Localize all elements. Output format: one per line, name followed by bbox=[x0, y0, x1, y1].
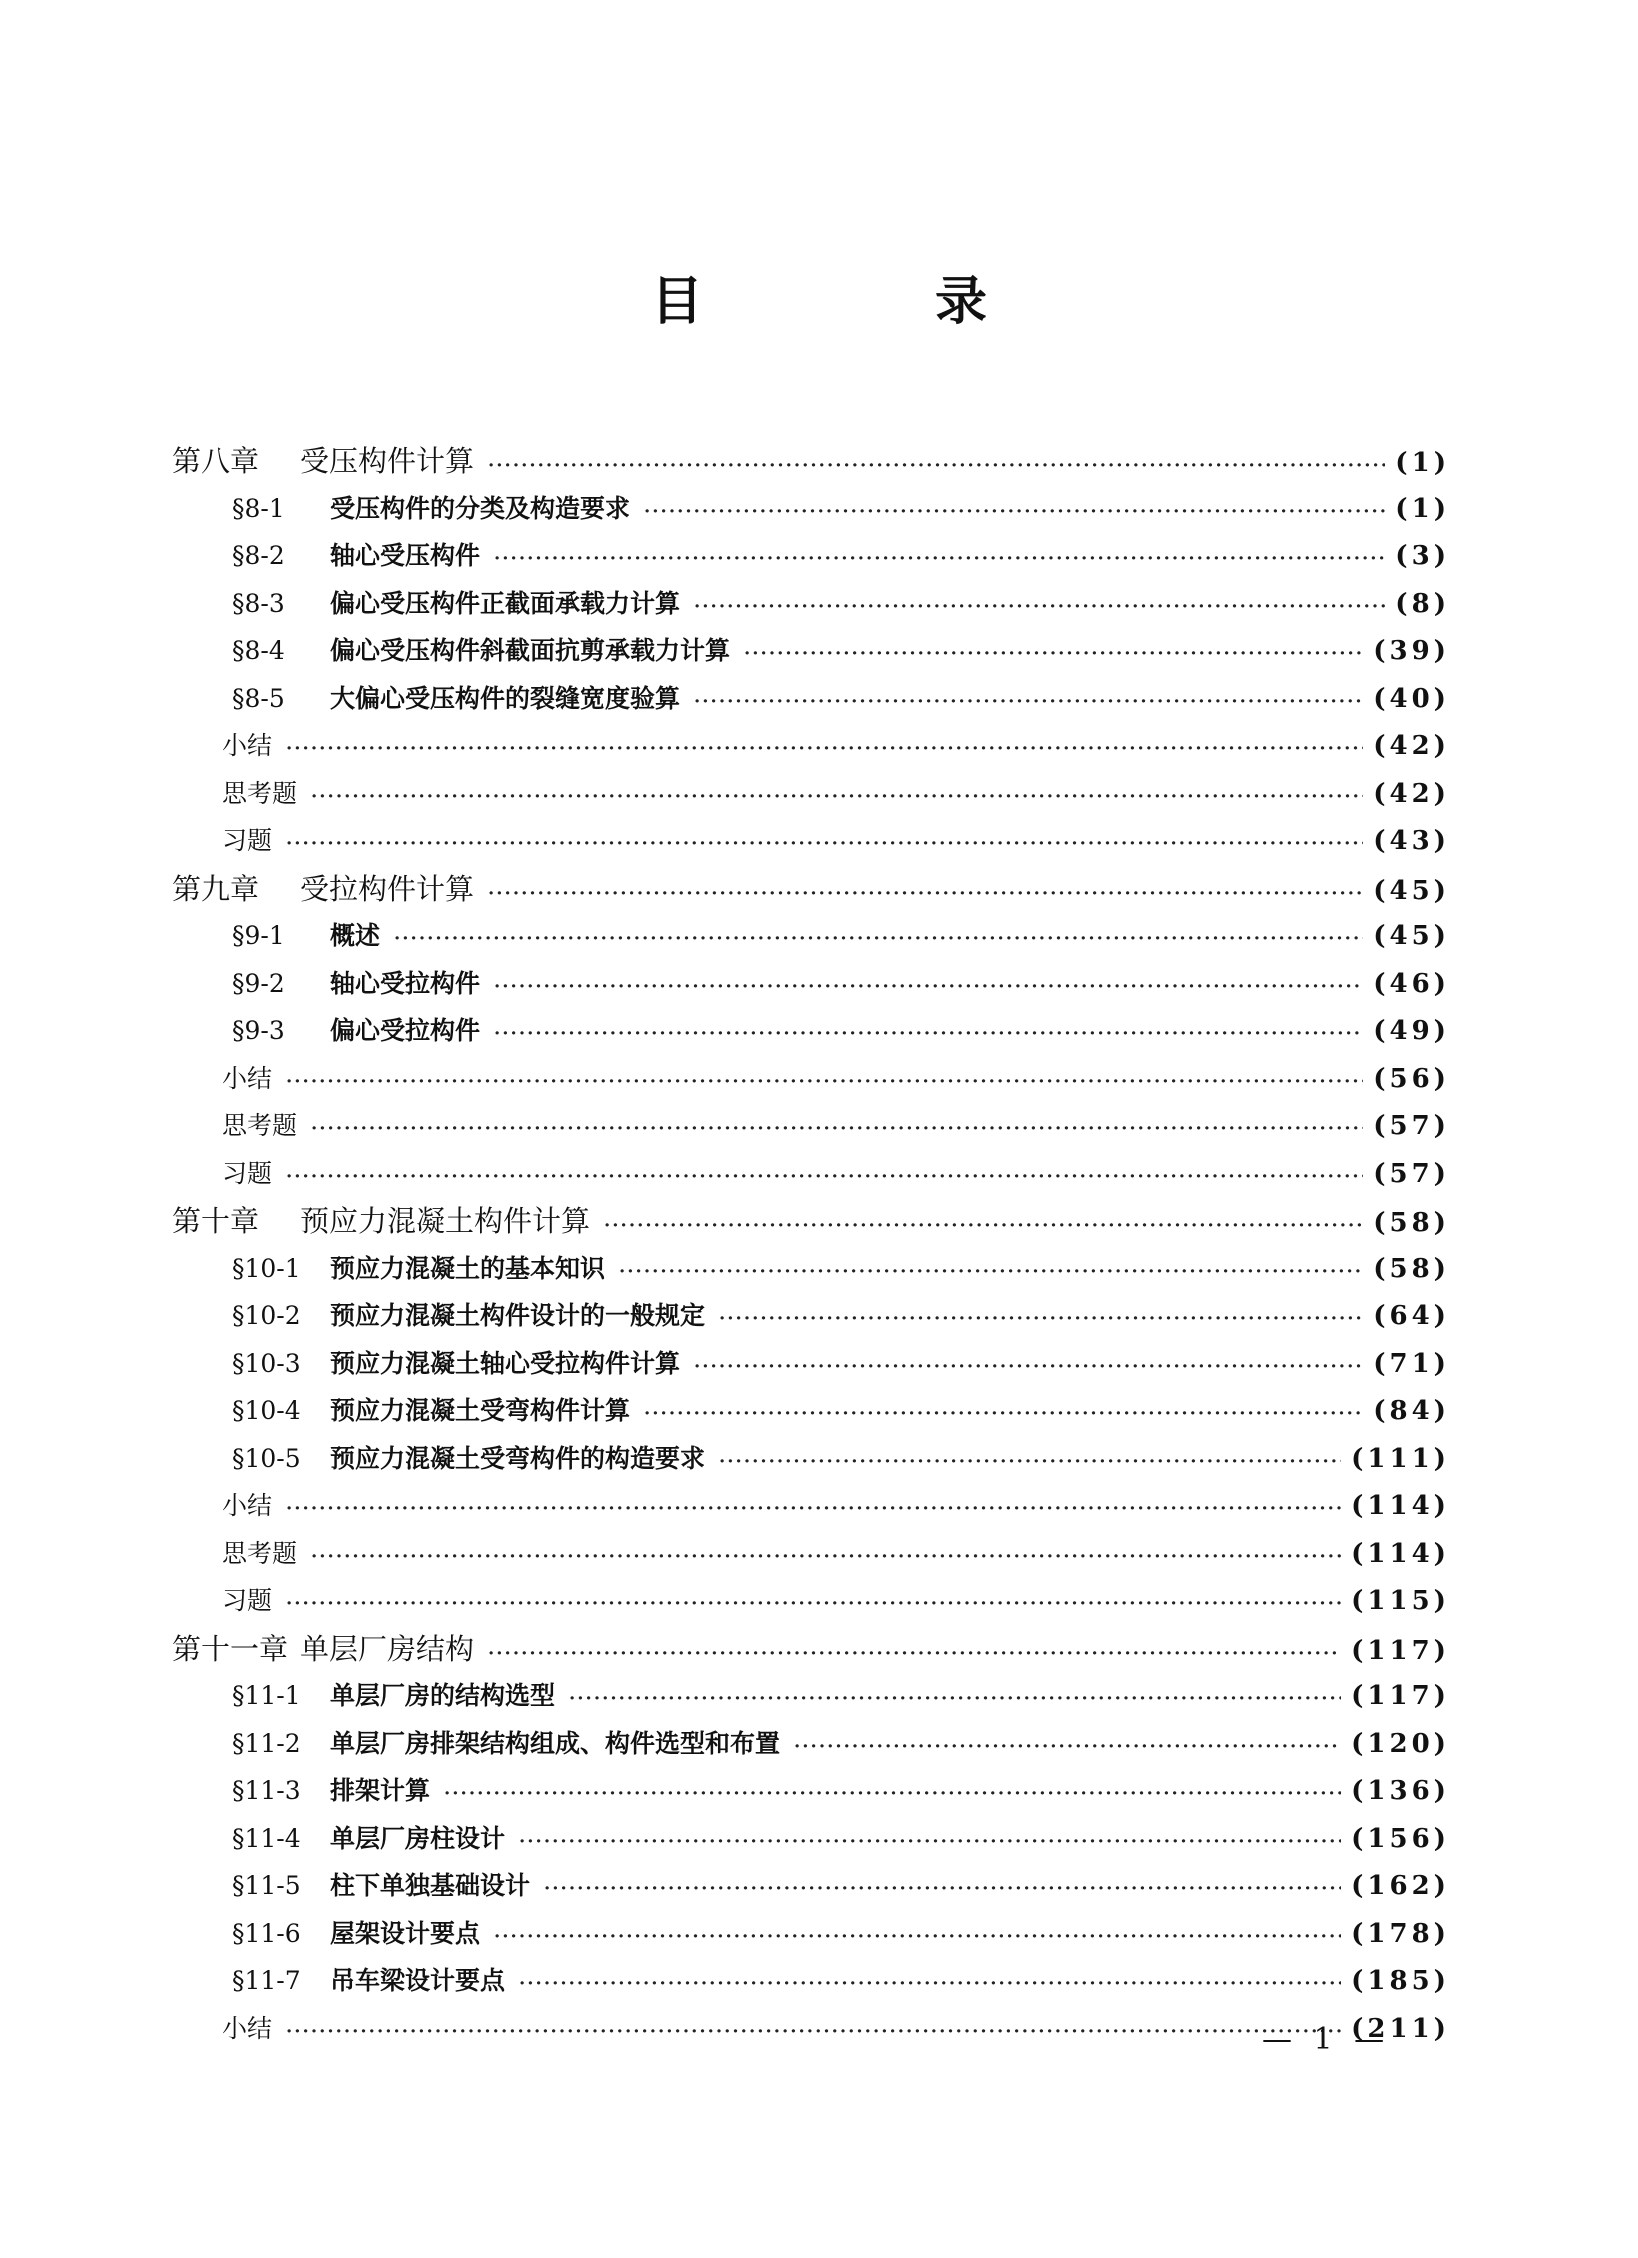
page-reference: (42) bbox=[1373, 778, 1450, 809]
dot-leader bbox=[311, 1534, 1341, 1580]
page-reference: (43) bbox=[1373, 826, 1450, 856]
dot-leader bbox=[794, 1724, 1341, 1770]
section-number: §11-1 bbox=[232, 1681, 301, 1710]
section-title: 偏心受拉构件 bbox=[330, 1016, 481, 1045]
page-reference: (40) bbox=[1373, 683, 1450, 714]
section-number: §11-2 bbox=[232, 1728, 301, 1758]
page-reference: (58) bbox=[1373, 1208, 1450, 1238]
section-title: 预应力混凝土构件设计的一般规定 bbox=[330, 1301, 706, 1330]
section-number: §9-2 bbox=[232, 968, 285, 998]
section-title: 吊车梁设计要点 bbox=[330, 1966, 506, 1995]
section-title: 预应力混凝土受弯构件计算 bbox=[330, 1396, 631, 1425]
section-title: 预应力混凝土的基本知识 bbox=[330, 1253, 606, 1283]
section-number: §11-4 bbox=[232, 1823, 301, 1853]
dot-leader bbox=[604, 1203, 1363, 1249]
page-reference: (211) bbox=[1351, 2013, 1450, 2044]
dot-leader bbox=[494, 1914, 1341, 1960]
page-reference: (46) bbox=[1373, 968, 1450, 999]
section-title: 轴心受压构件 bbox=[330, 541, 481, 570]
section-number: §8-5 bbox=[232, 683, 285, 713]
section-number: §10-1 bbox=[232, 1253, 301, 1283]
page-reference: (114) bbox=[1351, 1491, 1450, 1521]
page-reference: (56) bbox=[1373, 1063, 1450, 1094]
toc-entry[interactable] bbox=[232, 1436, 1450, 1482]
page-reference: (162) bbox=[1351, 1871, 1450, 1901]
entry-title: 习题 bbox=[222, 1586, 273, 1615]
section-number: §11-3 bbox=[232, 1776, 301, 1805]
section-title: 单层厂房的结构选型 bbox=[330, 1681, 556, 1710]
page-reference: (84) bbox=[1373, 1396, 1450, 1426]
section-title: 屋架设计要点 bbox=[330, 1918, 481, 1948]
dot-leader bbox=[544, 1866, 1341, 1912]
toc-entry[interactable] bbox=[232, 486, 1450, 532]
dot-leader bbox=[694, 1344, 1363, 1390]
toc-entry[interactable] bbox=[232, 1341, 1450, 1387]
section-number: §9-3 bbox=[232, 1016, 285, 1045]
page-reference: (117) bbox=[1351, 1681, 1450, 1711]
page-reference: (45) bbox=[1373, 875, 1450, 906]
entry-title: 思考题 bbox=[222, 1111, 298, 1140]
toc-entry[interactable] bbox=[222, 1103, 1450, 1149]
section-title: 受压构件的分类及构造要求 bbox=[330, 493, 631, 523]
page-reference: (49) bbox=[1373, 1016, 1450, 1046]
dot-leader bbox=[286, 1154, 1363, 1200]
entry-title: 小结 bbox=[222, 1063, 273, 1093]
page-reference: (57) bbox=[1373, 1111, 1450, 1141]
entry-title: 思考题 bbox=[222, 778, 298, 808]
dot-leader bbox=[694, 679, 1363, 725]
dot-leader bbox=[488, 871, 1363, 917]
section-number: §8-1 bbox=[232, 493, 285, 523]
dot-leader bbox=[286, 1059, 1363, 1105]
toc-entry[interactable] bbox=[232, 581, 1450, 627]
page-title: 目 录 bbox=[650, 272, 1077, 332]
toc-entry[interactable] bbox=[172, 438, 1450, 484]
section-number: §11-6 bbox=[232, 1918, 301, 1948]
chapter-number: 第八章 bbox=[172, 444, 260, 478]
section-number: §9-1 bbox=[232, 921, 285, 950]
section-title: 预应力混凝土受弯构件的构造要求 bbox=[330, 1443, 706, 1473]
toc-entry[interactable] bbox=[232, 1768, 1450, 1814]
toc-entry[interactable] bbox=[232, 1246, 1450, 1292]
toc-entry[interactable] bbox=[232, 1721, 1450, 1767]
page-reference: (114) bbox=[1351, 1538, 1450, 1569]
dot-leader bbox=[494, 964, 1363, 1010]
page-reference: (39) bbox=[1373, 636, 1450, 666]
section-number: §10-5 bbox=[232, 1443, 301, 1473]
toc-entry[interactable] bbox=[232, 1293, 1450, 1339]
toc-entry[interactable] bbox=[232, 1863, 1450, 1909]
page-reference: (136) bbox=[1351, 1776, 1450, 1806]
toc-entry[interactable] bbox=[232, 676, 1450, 722]
section-number: §10-2 bbox=[232, 1301, 301, 1330]
toc-entry[interactable] bbox=[172, 1198, 1450, 1244]
section-title: 单层厂房柱设计 bbox=[330, 1823, 506, 1853]
section-title: 偏心受压构件斜截面抗剪承载力计算 bbox=[330, 636, 731, 665]
toc-entry[interactable] bbox=[232, 1911, 1450, 1957]
toc-entry[interactable] bbox=[232, 961, 1450, 1007]
toc-entry[interactable] bbox=[232, 533, 1450, 579]
section-title: 大偏心受压构件的裂缝宽度验算 bbox=[330, 683, 681, 713]
dot-leader bbox=[394, 916, 1363, 962]
page-reference: (45) bbox=[1373, 921, 1450, 951]
page-reference: (120) bbox=[1351, 1728, 1450, 1759]
dot-leader bbox=[494, 1011, 1363, 1057]
dot-leader bbox=[488, 443, 1385, 489]
section-title: 轴心受拉构件 bbox=[330, 968, 481, 998]
dot-leader bbox=[311, 1106, 1363, 1152]
toc-entry[interactable] bbox=[222, 1483, 1450, 1529]
chapter-number: 第十章 bbox=[172, 1204, 260, 1238]
toc-entry[interactable] bbox=[232, 1673, 1450, 1719]
dot-leader bbox=[619, 1249, 1363, 1295]
toc-entry[interactable] bbox=[222, 771, 1450, 817]
section-number: §10-4 bbox=[232, 1396, 301, 1425]
dot-leader bbox=[644, 489, 1385, 535]
page-reference: (3) bbox=[1395, 541, 1450, 571]
page-reference: (185) bbox=[1351, 1966, 1450, 1996]
dot-leader bbox=[569, 1676, 1341, 1722]
toc-entry[interactable] bbox=[232, 913, 1450, 959]
toc-entry[interactable] bbox=[172, 866, 1450, 912]
section-number: §8-2 bbox=[232, 541, 285, 570]
page-reference: (64) bbox=[1373, 1301, 1450, 1331]
dot-leader bbox=[286, 1581, 1341, 1627]
entry-title: 习题 bbox=[222, 826, 273, 855]
toc-entry[interactable] bbox=[222, 818, 1450, 864]
chapter-title: 受拉构件计算 bbox=[300, 871, 475, 906]
page-reference: (71) bbox=[1373, 1348, 1450, 1379]
section-title: 柱下单独基础设计 bbox=[330, 1871, 531, 1900]
toc-entry[interactable] bbox=[172, 1626, 1450, 1672]
toc-entry[interactable] bbox=[232, 1008, 1450, 1054]
dot-leader bbox=[488, 1631, 1341, 1677]
dot-leader bbox=[719, 1439, 1341, 1485]
page-number: — 1 — bbox=[1262, 2022, 1391, 2057]
toc-entry[interactable] bbox=[232, 1958, 1450, 2004]
chapter-title: 预应力混凝土构件计算 bbox=[300, 1204, 591, 1238]
toc-entry[interactable] bbox=[232, 1816, 1450, 1862]
section-title: 单层厂房排架结构组成、构件选型和布置 bbox=[330, 1728, 781, 1758]
page-reference: (111) bbox=[1351, 1443, 1450, 1474]
dot-leader bbox=[519, 1961, 1341, 2007]
dot-leader bbox=[644, 1391, 1363, 1437]
section-number: §11-7 bbox=[232, 1966, 301, 1995]
dot-leader bbox=[286, 821, 1363, 867]
dot-leader bbox=[519, 1819, 1341, 1865]
chapter-title: 受压构件计算 bbox=[300, 444, 475, 478]
section-number: §8-3 bbox=[232, 588, 285, 618]
dot-leader bbox=[286, 726, 1363, 772]
toc-entry[interactable] bbox=[222, 723, 1450, 769]
toc-entry[interactable] bbox=[222, 1531, 1450, 1577]
page-reference: (115) bbox=[1351, 1586, 1450, 1616]
toc-entry[interactable] bbox=[222, 1056, 1450, 1102]
page-reference: (1) bbox=[1395, 493, 1450, 524]
chapter-number: 第十一章 bbox=[172, 1631, 289, 1666]
chapter-title: 单层厂房结构 bbox=[300, 1631, 475, 1666]
dot-leader bbox=[744, 631, 1363, 677]
toc-entry[interactable] bbox=[222, 1151, 1450, 1197]
entry-title: 小结 bbox=[222, 1491, 273, 1520]
dot-leader bbox=[286, 1486, 1341, 1532]
toc-entry[interactable] bbox=[232, 628, 1450, 674]
toc-entry[interactable] bbox=[222, 1578, 1450, 1624]
entry-title: 习题 bbox=[222, 1158, 273, 1188]
dot-leader bbox=[494, 536, 1385, 582]
page-reference: (178) bbox=[1351, 1918, 1450, 1949]
entry-title: 小结 bbox=[222, 2013, 273, 2043]
section-number: §11-5 bbox=[232, 1871, 301, 1900]
section-title: 排架计算 bbox=[330, 1776, 431, 1805]
dot-leader bbox=[719, 1296, 1363, 1342]
page-reference: (156) bbox=[1351, 1823, 1450, 1854]
page-reference: (57) bbox=[1373, 1158, 1450, 1189]
section-title: 概述 bbox=[330, 921, 381, 950]
dot-leader bbox=[311, 774, 1363, 820]
page-reference: (1) bbox=[1395, 448, 1450, 478]
dot-leader bbox=[444, 1771, 1341, 1817]
page-reference: (58) bbox=[1373, 1253, 1450, 1284]
dot-leader bbox=[286, 2009, 1341, 2055]
section-title: 预应力混凝土轴心受拉构件计算 bbox=[330, 1348, 681, 1378]
section-number: §8-4 bbox=[232, 636, 285, 665]
section-number: §10-3 bbox=[232, 1348, 301, 1378]
page-reference: (117) bbox=[1351, 1635, 1450, 1666]
chapter-number: 第九章 bbox=[172, 871, 260, 906]
entry-title: 思考题 bbox=[222, 1538, 298, 1568]
page-reference: (42) bbox=[1373, 731, 1450, 761]
entry-title: 小结 bbox=[222, 731, 273, 760]
dot-leader bbox=[694, 584, 1385, 630]
page-reference: (8) bbox=[1395, 588, 1450, 619]
section-title: 偏心受压构件正截面承载力计算 bbox=[330, 588, 681, 618]
toc-entry[interactable] bbox=[232, 1388, 1450, 1434]
